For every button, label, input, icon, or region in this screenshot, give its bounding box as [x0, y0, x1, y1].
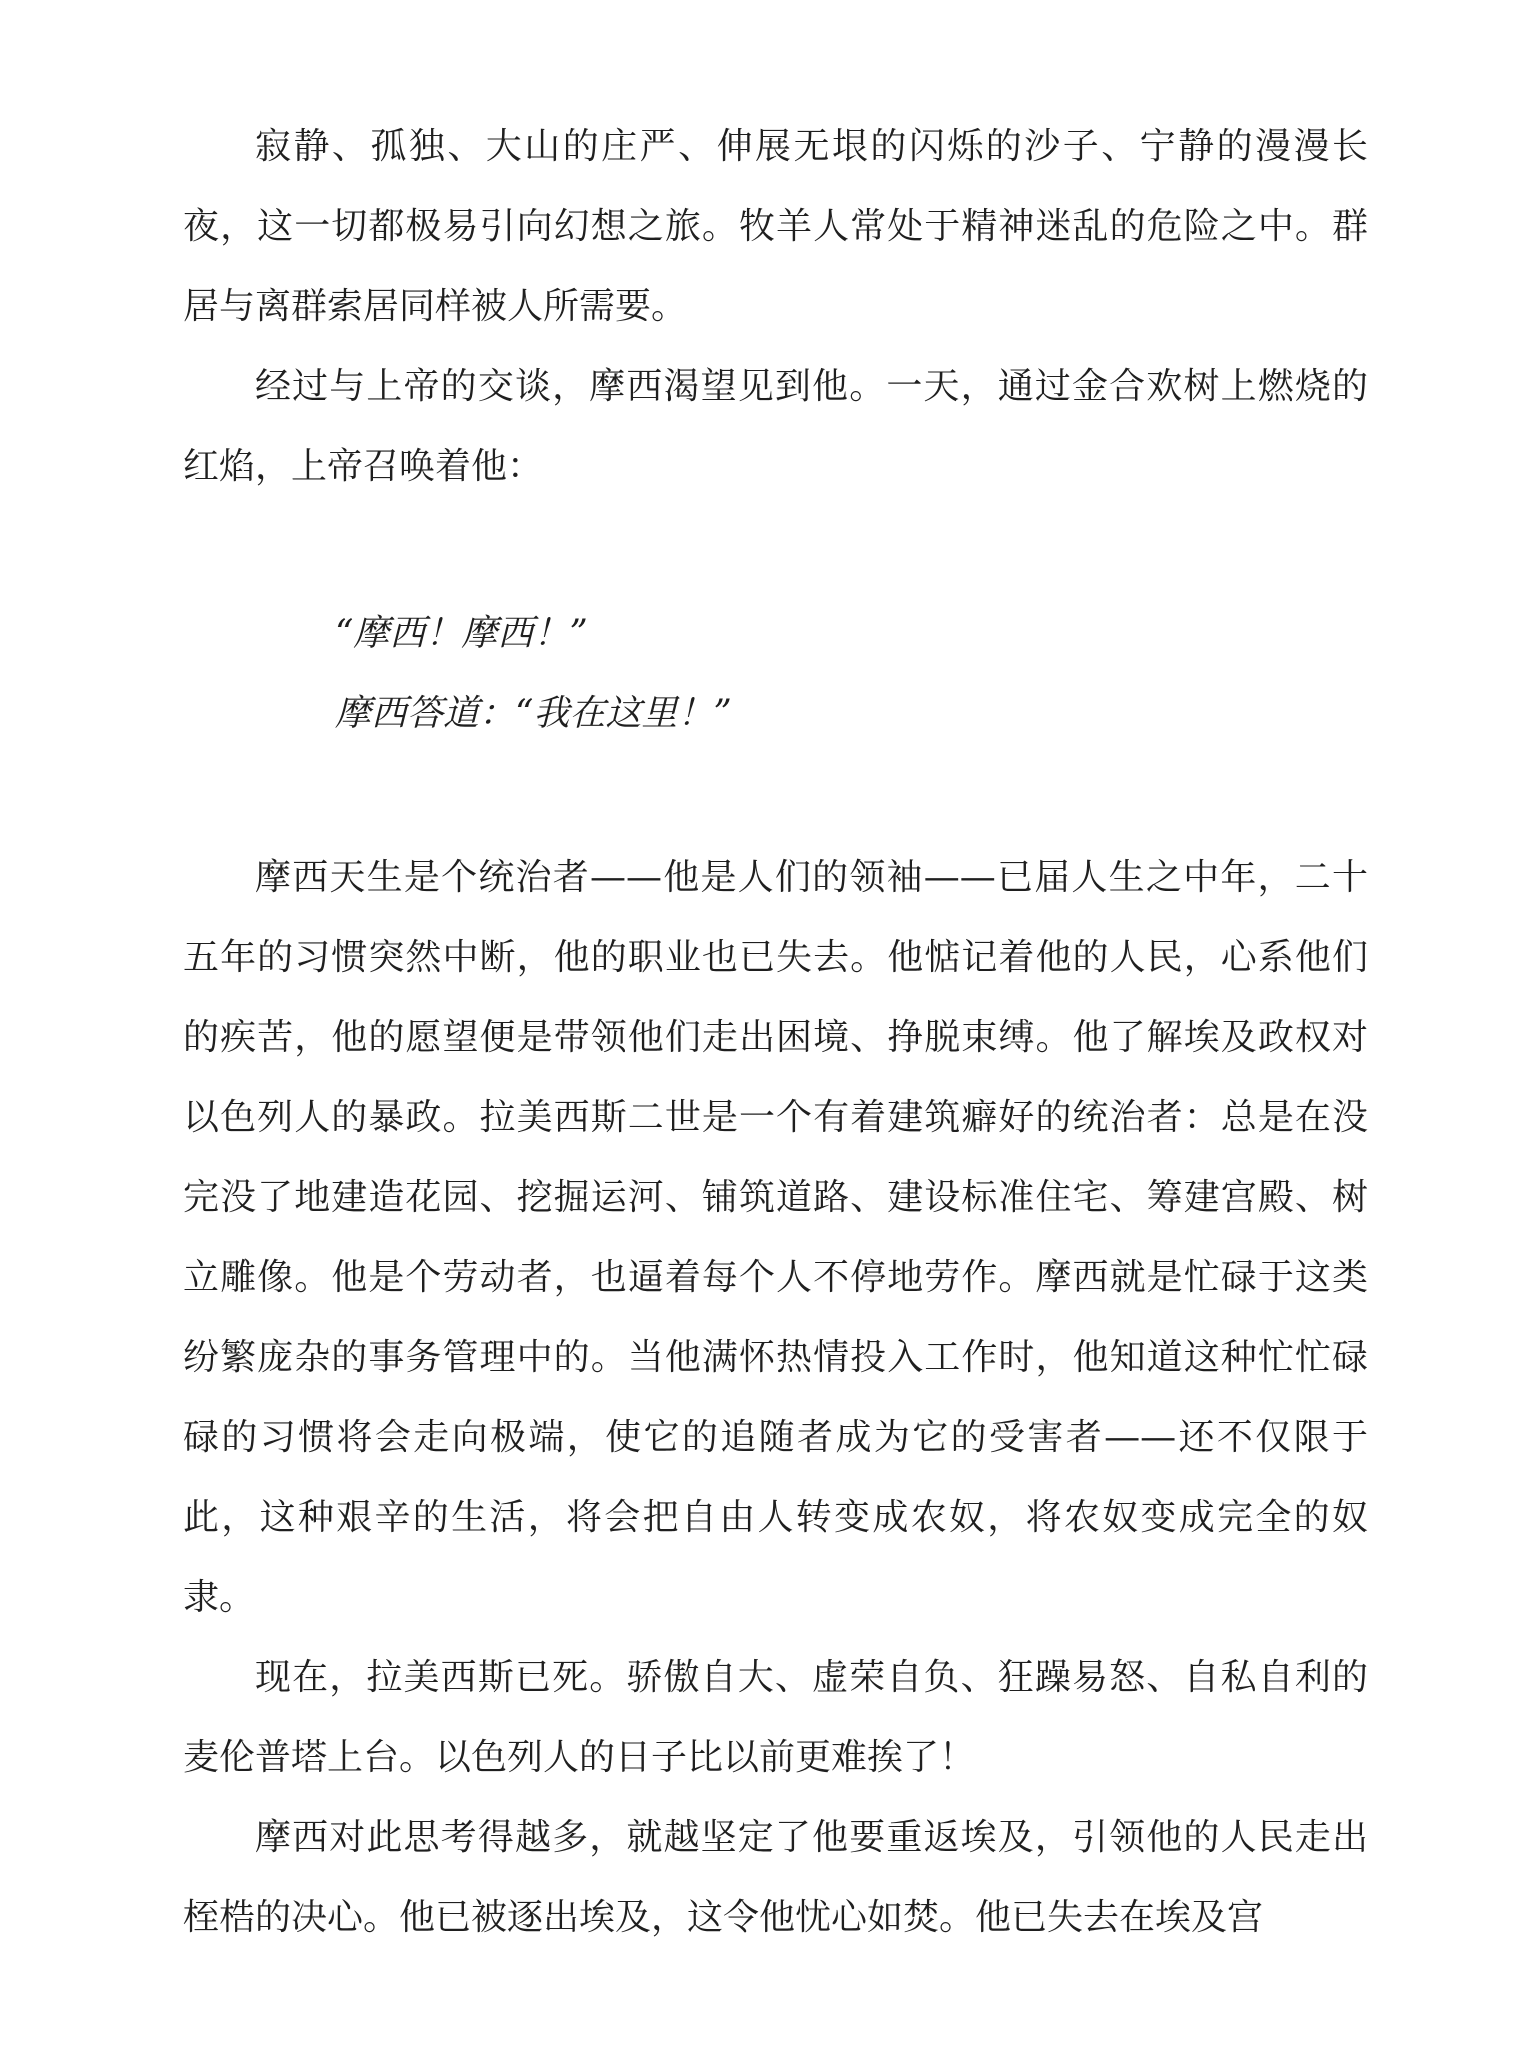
paragraph-gods-call: 经过与上帝的交谈，摩西渴望见到他。一天，通过金合欢树上燃烧的红焰，上帝召唤着他： — [183, 366, 1368, 487]
dialogue-answer: 摩西答道：“我在这里！” — [335, 693, 732, 734]
dialogue-call: “摩西！摩西！” — [335, 613, 588, 654]
paragraph-moses-ruler: 摩西天生是个统治者——他是人们的领袖——已届人生之中年，二十五年的习惯突然中断，他的职业也已失去。他惦记着他的人民，心系他们的疾苦，他的愿望便是带领他们走出困境、挣脱束缚。他了解埃及政权对以色列人的暴政。拉美西斯二世是一个有着建筑癖好的统治者：总是在没完没了地建造花园、挖掘运河、铺筑道路、建设标准住宅、筹建宫殿、树立雕像。他是个劳动者，也逼着每个人不停地劳作。摩西就是忙碌于这类纷繁庞杂的事务管理中的。当他满怀热情投入工作时，他知道这种忙忙碌碌的习惯将会走向极端，使它的追随者成为它的受害者——还不仅限于此，这种艰辛的生活，将会把自由人转变成农奴，将农奴变成完全的奴隶。 — [183, 857, 1368, 1618]
paragraph-return-egypt: 摩西对此思考得越多，就越坚定了他要重返埃及，引领他的人民走出桎梏的决心。他已被逐出埃及，这令他忧心如焚。他已失去在埃及宫 — [183, 1817, 1368, 1938]
paragraph-solitude: 寂静、孤独、大山的庄严、伸展无垠的闪烁的沙子、宁静的漫漫长夜，这一切都极易引向幻想之旅。牧羊人常处于精神迷乱的危险之中。群居与离群索居同样被人所需要。 — [183, 126, 1368, 327]
paragraph-ramses-dead: 现在，拉美西斯已死。骄傲自大、虚荣自负、狂躁易怒、自私自利的麦伦普塔上台。以色列人的日子比以前更难挨了！ — [183, 1657, 1368, 1778]
main-section — [183, 838, 1368, 1958]
opening-section — [183, 107, 1368, 507]
